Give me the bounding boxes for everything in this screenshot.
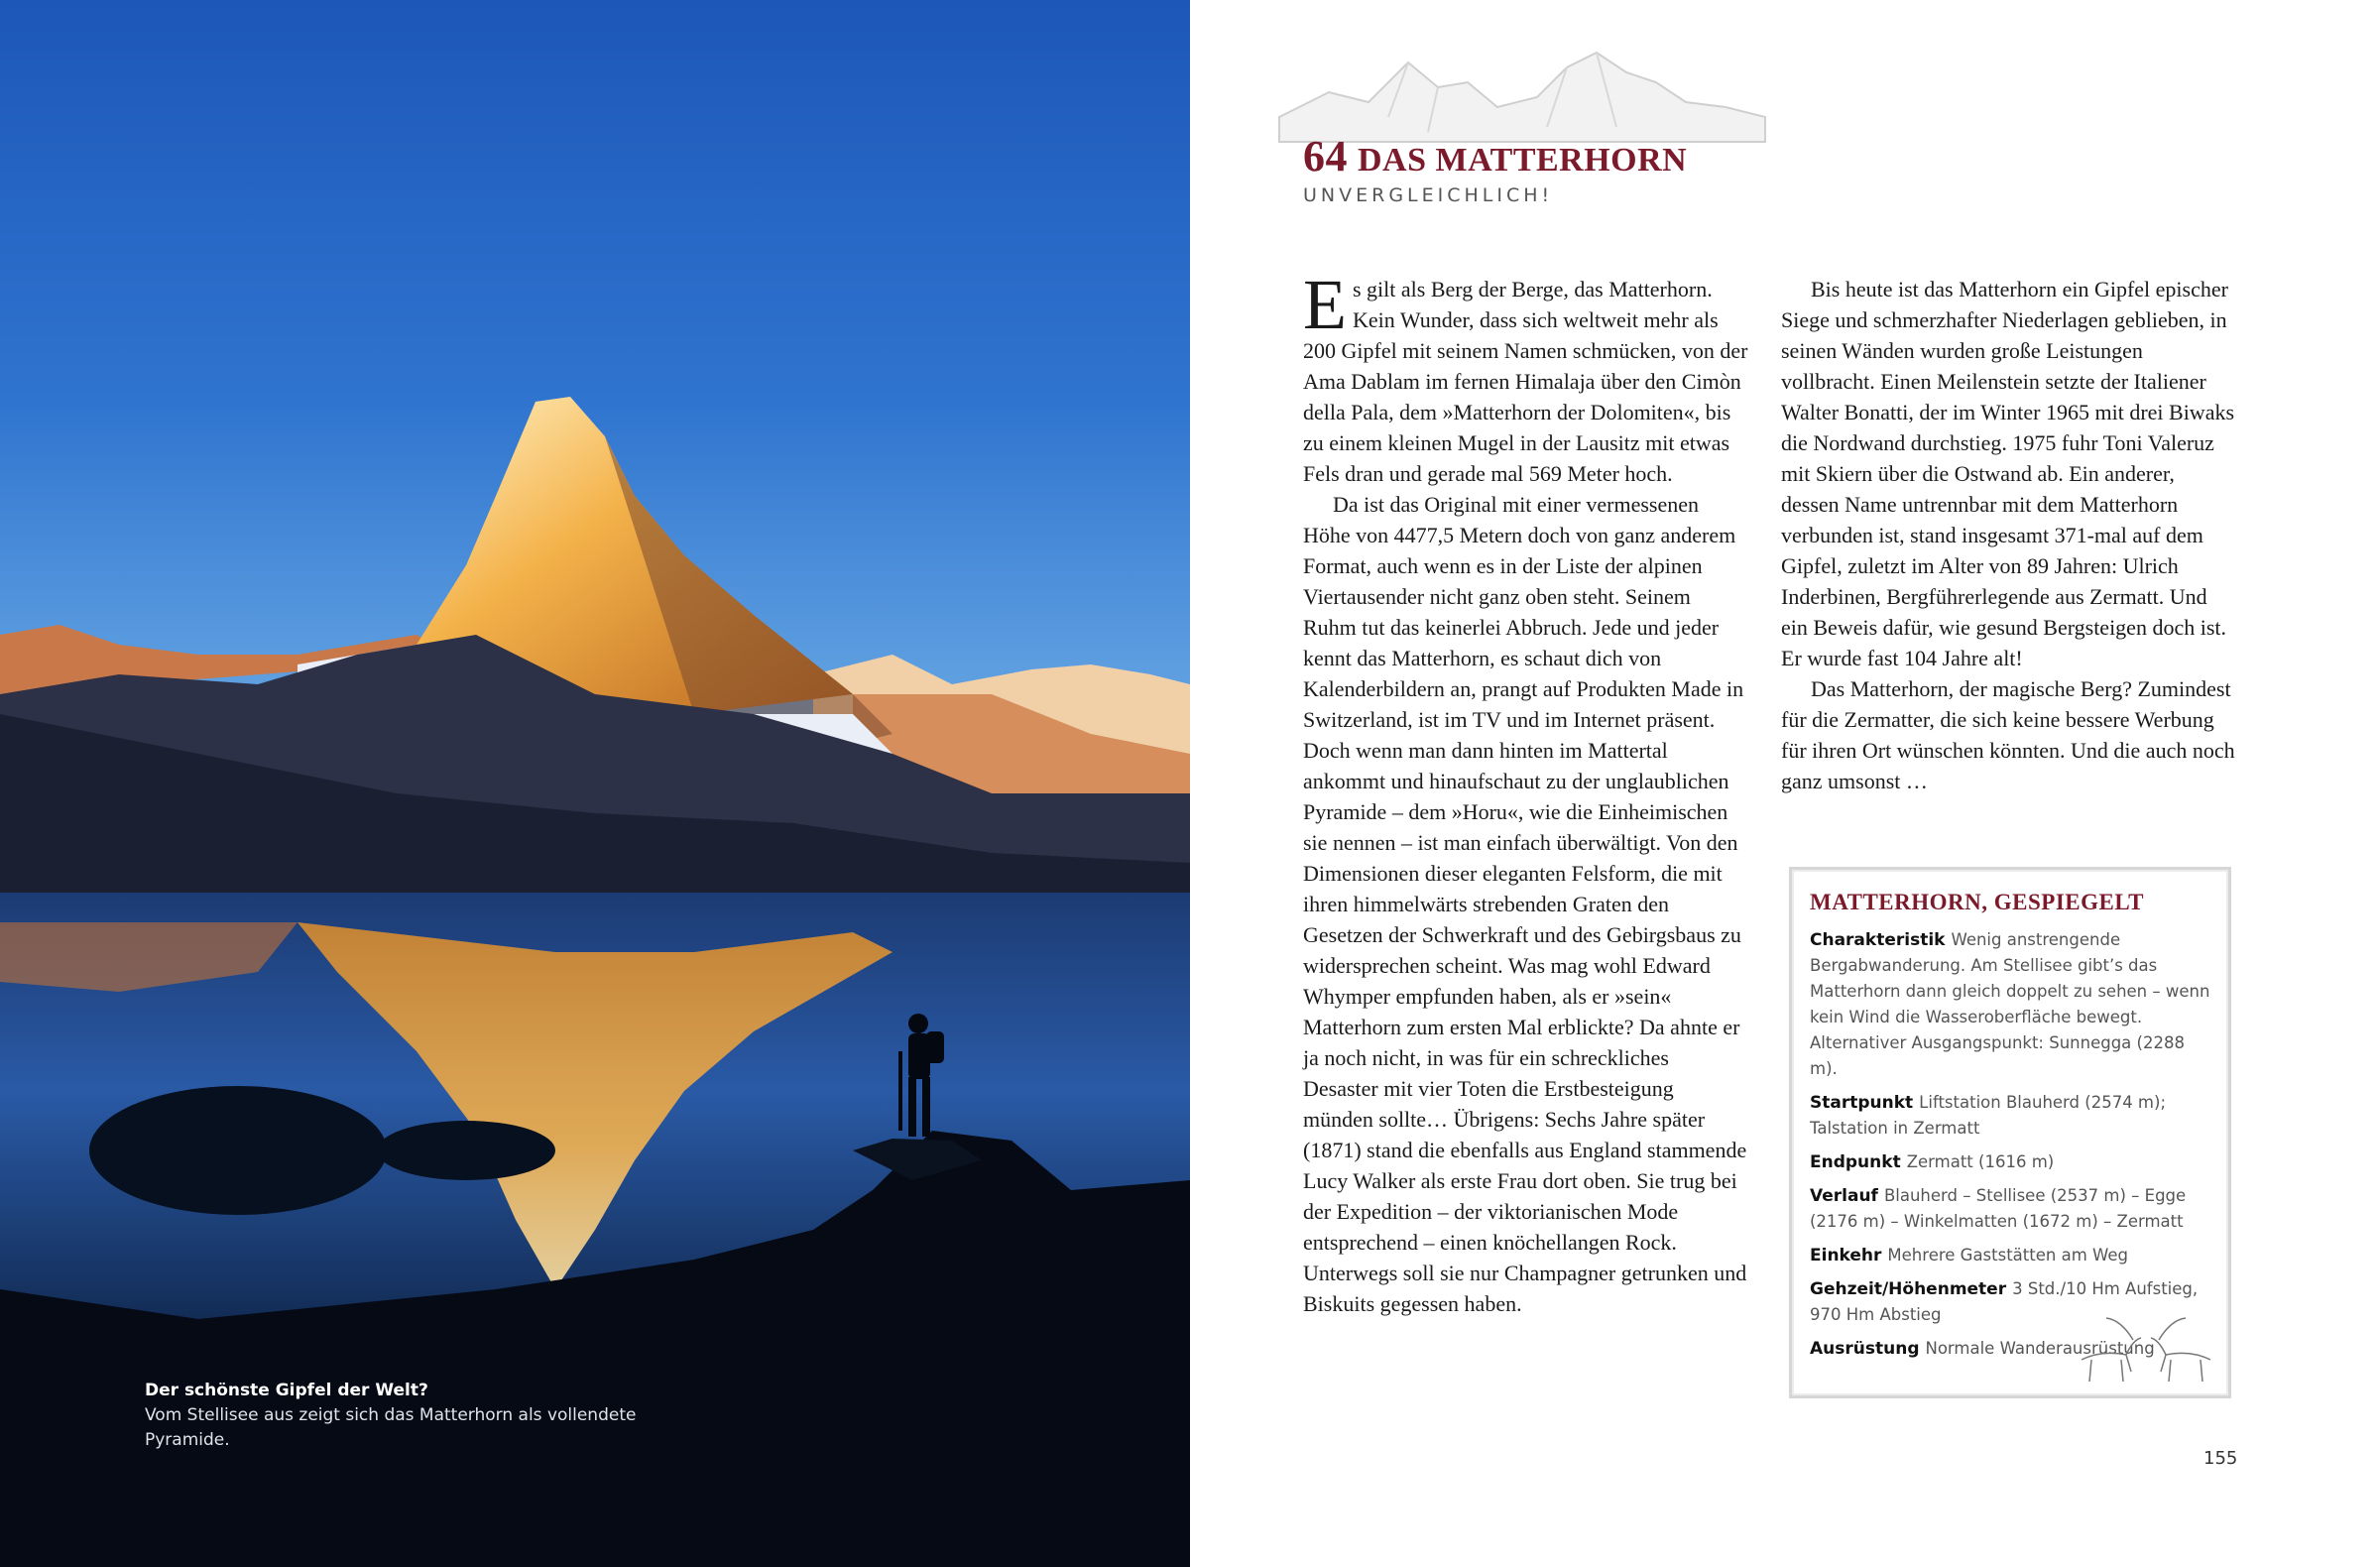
chapter-subtitle: UNVERGLEICHLICH!: [1303, 184, 1554, 206]
page-number: 155: [2203, 1448, 2238, 1469]
info-box: [1789, 867, 2231, 1398]
info-item-startpunkt: [1810, 1090, 2211, 1142]
info-label: Startpunkt: [1810, 1093, 1914, 1113]
info-value: Mehrere Gaststätten am Weg: [1887, 1246, 2128, 1265]
info-item-verlauf: [1810, 1183, 2211, 1235]
info-value: Zermatt (1616 m): [1906, 1152, 2055, 1171]
info-item-endpunkt: [1810, 1149, 2211, 1175]
info-value: 3 Std./10 Hm Aufstieg, 970 Hm Abstieg: [1810, 1279, 2199, 1324]
photo-caption: [145, 1379, 641, 1453]
paragraph-2: Da ist das Original mit einer vermessenen Höhe von 4477,5 Metern doch von ganz anderem Format, auch wenn es in der Liste der alpinen Viertausender nicht ganz oben steht. Seinem Ruhm tut das keinerlei Abbruch. Jede und jeder kennt das Matterhorn, es schaut dich von Kalenderbildern an, prangt auf Produkten Made in Switzerland, ist im TV und im Internet präsent. Doch wenn man dann hinten im Mattertal ankommt und hinaufschaut zu der unglaublichen Pyramide – dem »Horu«, wie die Einheimischen sie nennen – ist man einfach überwältigt. Von den Dimensionen dieser eleganten Felsform, die mit ihren himmelwärts strebenden Graten den Gesetzen der Schwerkraft und des Gebirgsbaus zu widersprechen scheint. Was mag wohl Edward Whymper empfunden haben, als er »sein« Matterhorn zum ersten Mal erblickte? Da ahnte er ja noch nicht, in was für ein schreckliches Desaster mit vier Toten die Erstbesteigung münden sollte… Übrigens: Sechs Jahre später (1871) stand die ebenfalls aus England stammende Lucy Walker als erste Frau dort oben. Sie trug bei der Expedition – der viktorianischen Mode entsprechend – einen knöchellangen Rock. Unterwegs soll sie nur Champagner getrunken und Biskuits gegessen haben.: [1303, 492, 1747, 1316]
info-label: Gehzeit/Höhenmeter: [1810, 1279, 2007, 1299]
ibex-sketch-icon: [2072, 1310, 2220, 1389]
text-column-left: [1303, 265, 1749, 1319]
caption-text: Vom Stellisee aus zeigt sich das Matterhorn als vollendete Pyramide.: [145, 1405, 637, 1450]
info-value: Blauherd – Stellisee (2537 m) – Egge (2176 m) – Winkelmatten (1672 m) – Zermatt: [1810, 1186, 2187, 1231]
paragraph-1: [1303, 265, 1749, 489]
paragraph-4: Das Matterhorn, der magische Berg? Zumindest für die Zermatter, die sich keine bessere Werbung für ihren Ort wünschen könnten. Und die auch noch ganz umsonst …: [1781, 676, 2235, 793]
text-column-right: [1781, 274, 2237, 796]
info-label: Charakteristik: [1810, 930, 1946, 950]
info-value: Liftstation Blauherd (2574 m); Talstation in Zermatt: [1810, 1093, 2167, 1138]
drop-cap: E: [1303, 265, 1347, 344]
info-item-einkehr: [1810, 1243, 2211, 1268]
info-label: Ausrüstung: [1810, 1339, 1920, 1359]
info-value: Normale Wanderausrüstung: [1925, 1339, 2155, 1358]
info-label: Verlauf: [1810, 1186, 1878, 1206]
text-page: [1190, 0, 2380, 1567]
chapter-number: 64: [1303, 132, 1348, 181]
info-label: Endpunkt: [1810, 1152, 1901, 1172]
info-item-charakteristik: [1810, 927, 2211, 1082]
info-box-title: MATTERHORN, GESPIEGELT: [1810, 890, 2144, 914]
paragraph-1-text: s gilt als Berg der Berge, das Matterhorn. Kein Wunder, dass sich weltweit mehr als 200 Gipfel mit seinem Namen schmücken, von der Ama Dablam im fernen Himalaja über den Cimòn della Pala, dem »Matterhorn der Dolomiten«, bis zu einem kleinen Mugel in der Lausitz mit etwas Fels dran und gerade mal 569 Meter hoch.: [1303, 277, 1748, 486]
info-list: [1810, 927, 2211, 1370]
chapter-title: DAS MATTERHORN: [1358, 142, 1688, 179]
info-label: Einkehr: [1810, 1246, 1882, 1266]
caption-title: Der schönste Gipfel der Welt?: [145, 1381, 428, 1400]
chapter-heading: [1303, 131, 1687, 181]
info-value: Wenig anstrengende Bergabwanderung. Am Stellisee gibt’s das Matterhorn dann gleich doppelt zu sehen – wenn kein Wind die Wasseroberfläche bewegt. Alternativer Ausgangspunkt: Sunnegga (2288 m).: [1810, 930, 2210, 1078]
paragraph-3: Bis heute ist das Matterhorn ein Gipfel epischer Siege und schmerzhafter Niederlagen geblieben, in seinen Wänden wurden große Leistungen vollbracht. Einen Meilenstein setzte der Italiener Walter Bonatti, der im Winter 1965 mit drei Biwaks die Nordwand durchstieg. 1975 fuhr Toni Valeruz mit Skiern über die Ostwand ab. Ein anderer, dessen Name untrennbar mit dem Matterhorn verbunden ist, stand insgesamt 371-mal auf dem Gipfel, zuletzt im Alter von 89 Jahren: Ulrich Inderbinen, Bergführerlegende aus Zermatt. Und ein Beweis dafür, wie gesund Bergsteigen doch ist. Er wurde fast 104 Jahre alt!: [1781, 277, 2235, 670]
